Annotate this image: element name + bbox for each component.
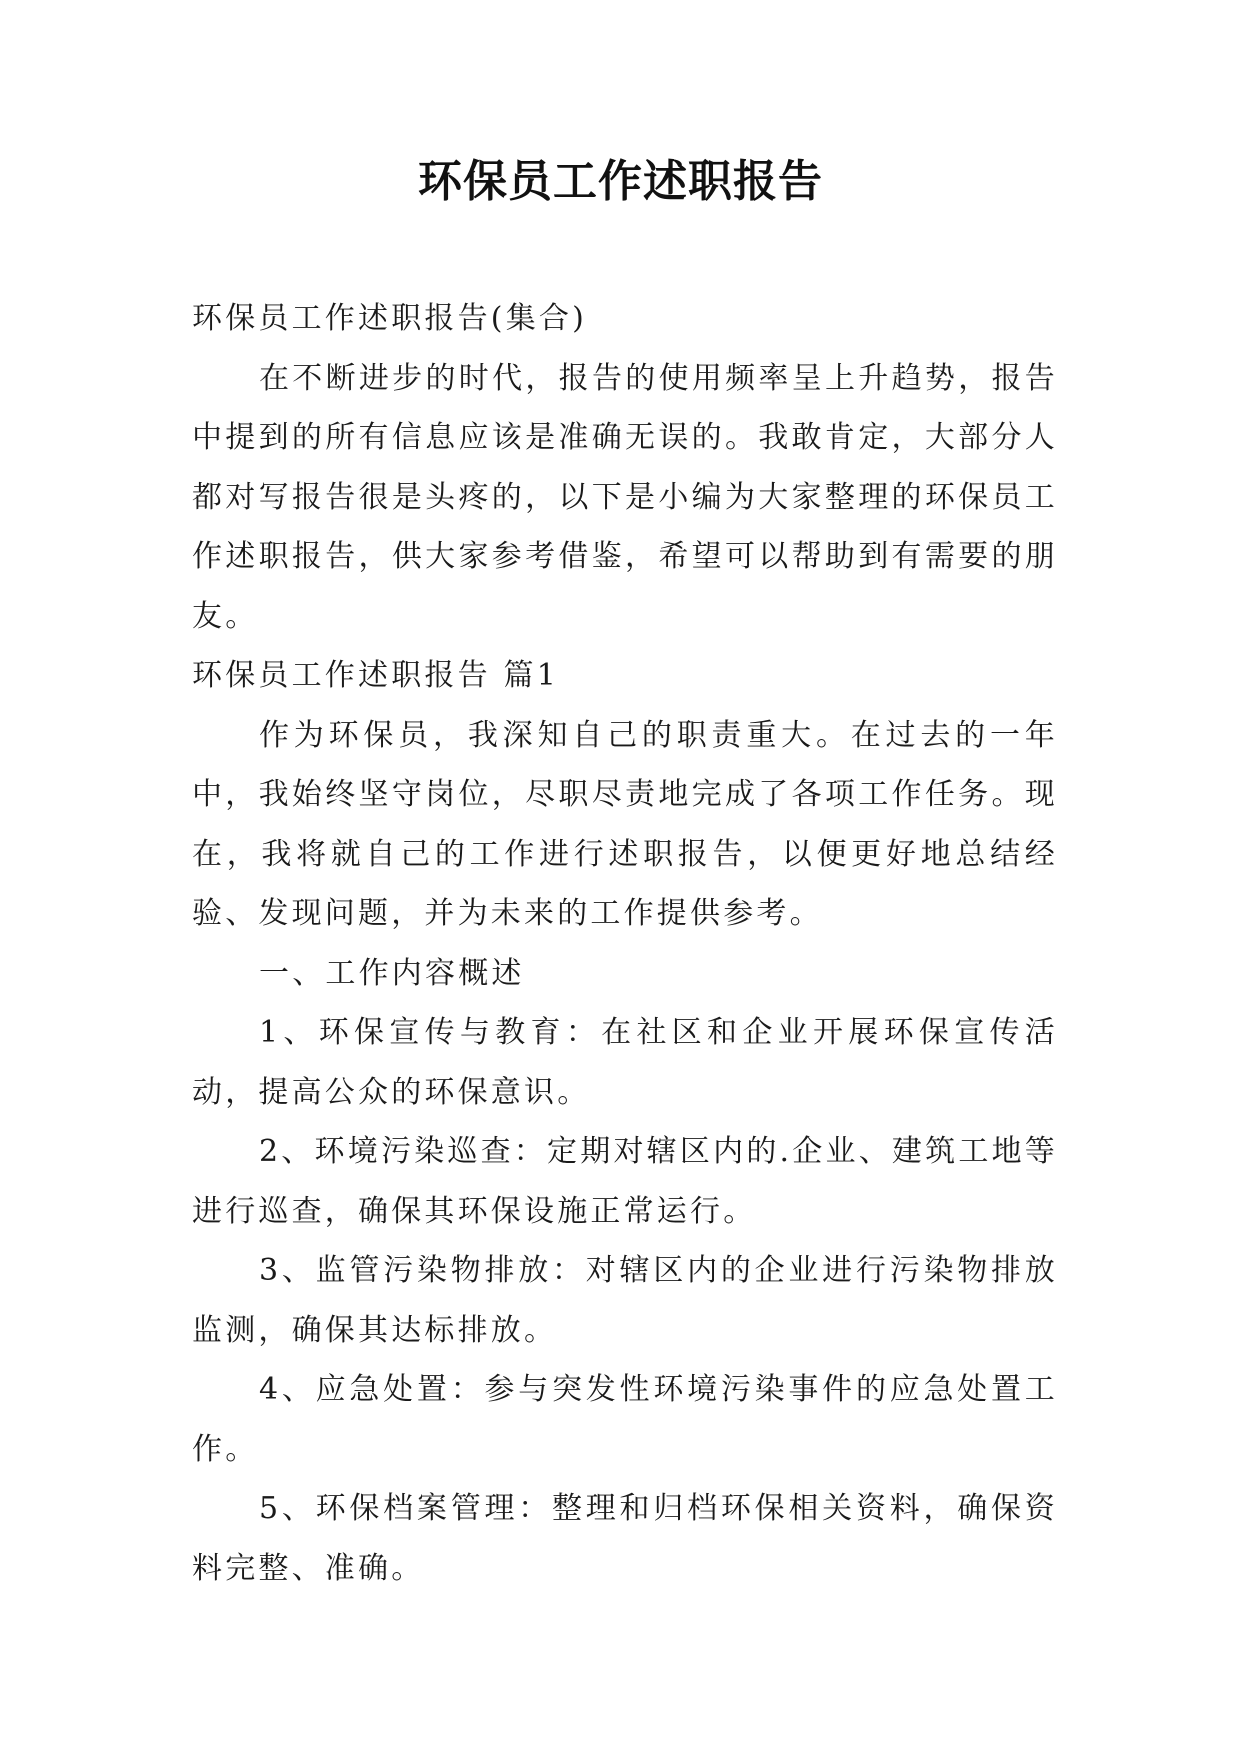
list-item: 5、环保档案管理：整理和归档环保相关资料，确保资料完整、准确。 — [192, 1491, 1058, 1586]
body-paragraph: 作为环保员，我深知自己的职责重大。在过去的一年中，我始终坚守岗位，尽职尽责地完成了各项工作任务。现在，我将就自己的工作进行述职报告，以便更好地总结经验、发现问题，并为未来的工作提供参考。 — [192, 717, 1058, 931]
document-title: 环保员工作述职报告 — [418, 156, 823, 207]
section-heading: 环保员工作述职报告 篇1 — [192, 658, 560, 693]
intro-paragraph: 在不断进步的时代，报告的使用频率呈上升趋势，报告中提到的所有信息应该是准确无误的。我敢肯定，大部分人都对写报告很是头疼的，以下是小编为大家整理的环保员工作述职报告，供大家参考借鉴，希望可以帮助到有需要的朋友。 — [192, 360, 1058, 634]
list-item: 2、环境污染巡查：定期对辖区内的.企业、建筑工地等进行巡查，确保其环保设施正常运行。 — [192, 1134, 1058, 1229]
subsection-heading: 一、工作内容概述 — [259, 955, 525, 991]
document-body — [192, 289, 1058, 1598]
subtitle-paragraph: 环保员工作述职报告(集合) — [192, 301, 588, 336]
list-item: 3、监管污染物排放：对辖区内的企业进行污染物排放监测，确保其达标排放。 — [192, 1253, 1058, 1348]
list-item: 1、环保宣传与教育：在社区和企业开展环保宣传活动，提高公众的环保意识。 — [192, 1015, 1058, 1110]
list-item: 4、应急处置：参与突发性环境污染事件的应急处置工作。 — [192, 1372, 1058, 1467]
